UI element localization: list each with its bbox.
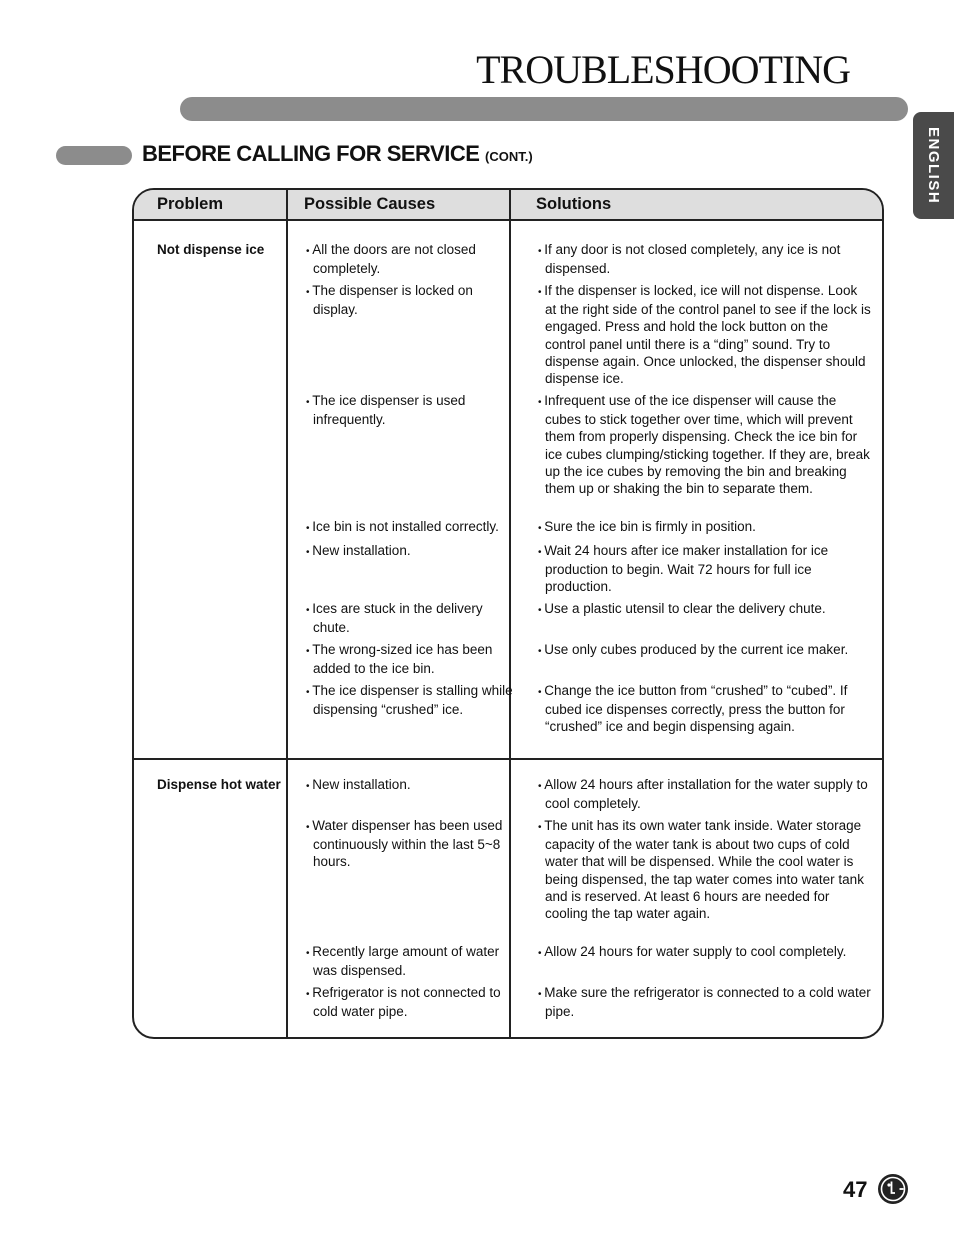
troubleshooting-table — [132, 188, 884, 1039]
solution-item: • The unit has its own water tank inside. Water storage capacity of the water tank is about two cups of cold water that will be dispensed. While the cool water is being dispensed, the tap water comes into water tank and is reserved. At least 6 hours are needed for cooling the tap water again. — [537, 817, 871, 922]
table-header — [134, 190, 882, 221]
cause-item: • Ice bin is not installed correctly. — [305, 518, 513, 537]
cause-item: • Refrigerator is not connected to cold water pipe. — [305, 984, 513, 1020]
solution-item: • Sure the ice bin is firmly in position. — [537, 518, 871, 537]
group-divider — [134, 758, 882, 760]
solution-item: • Change the ice button from “crushed” to “cubed”. If cubed ice dispenses correctly, press the button for “crushed” ice and begin dispensing again. — [537, 682, 871, 736]
problem-label: Not dispense ice — [157, 242, 265, 257]
section-title — [142, 141, 533, 167]
cause-item: • Ices are stuck in the delivery chute. — [305, 600, 513, 636]
title-bar — [180, 97, 908, 121]
language-tab — [913, 112, 954, 219]
header-solutions: Solutions — [536, 195, 612, 213]
cause-item: • The wrong-sized ice has been added to the ice bin. — [305, 641, 513, 677]
cause-item: • All the doors are not closed completely. — [305, 241, 513, 277]
solution-item: • Allow 24 hours after installation for the water supply to cool completely. — [537, 776, 871, 812]
cause-item: • Water dispenser has been used continuously within the last 5~8 hours. — [305, 817, 513, 871]
solution-item: • If any door is not closed completely, any ice is not dispensed. — [537, 241, 871, 277]
header-causes: Possible Causes — [304, 195, 436, 213]
solution-item: • Make sure the refrigerator is connected to a cold water pipe. — [537, 984, 871, 1020]
lg-logo-icon — [878, 1174, 908, 1204]
section-title-suffix: (CONT.) — [485, 149, 533, 164]
section-title-text: BEFORE CALLING FOR SERVICE — [142, 141, 480, 166]
problem-label: Dispense hot water — [157, 777, 281, 792]
solution-item: • Use a plastic utensil to clear the delivery chute. — [537, 600, 871, 619]
language-tab-label: ENGLISH — [925, 126, 942, 205]
solution-item: • Allow 24 hours for water supply to cool completely. — [537, 943, 871, 962]
solution-item: • Wait 24 hours after ice maker installation for ice production to begin. Wait 72 hours for full ice production. — [537, 542, 871, 596]
cause-item: • The dispenser is locked on display. — [305, 282, 513, 318]
column-divider — [286, 190, 288, 1037]
cause-item: • The ice dispenser is used infrequently. — [305, 392, 513, 428]
solution-item: • Use only cubes produced by the current ice maker. — [537, 641, 871, 660]
solution-item: • Infrequent use of the ice dispenser will cause the cubes to stick together over time, which will prevent them from properly dispensing. Check the ice bin for ice cubes clumping/sticking together. If they are, break up the ice cubes by removing the bin and breaking them up or shaking the bin to separate them. — [537, 392, 871, 497]
page-number: 47 — [843, 1177, 868, 1202]
page-title: TROUBLESHOOTING — [476, 47, 850, 92]
lg-logo-mark-icon — [878, 1174, 908, 1204]
cause-item: • Recently large amount of water was dispensed. — [305, 943, 513, 979]
solution-item: • If the dispenser is locked, ice will not dispense. Look at the right side of the control panel to see if the lock is engaged. Press and hold the lock button on the control panel until there is a “ding” sound. Try to dispense again. Once unlocked, the dispenser should dispense ice. — [537, 282, 871, 387]
cause-item: • New installation. — [305, 542, 513, 561]
section-pill — [56, 146, 132, 165]
cause-item: • New installation. — [305, 776, 513, 795]
header-problem: Problem — [157, 195, 224, 213]
cause-item: • The ice dispenser is stalling while dispensing “crushed” ice. — [305, 682, 513, 718]
